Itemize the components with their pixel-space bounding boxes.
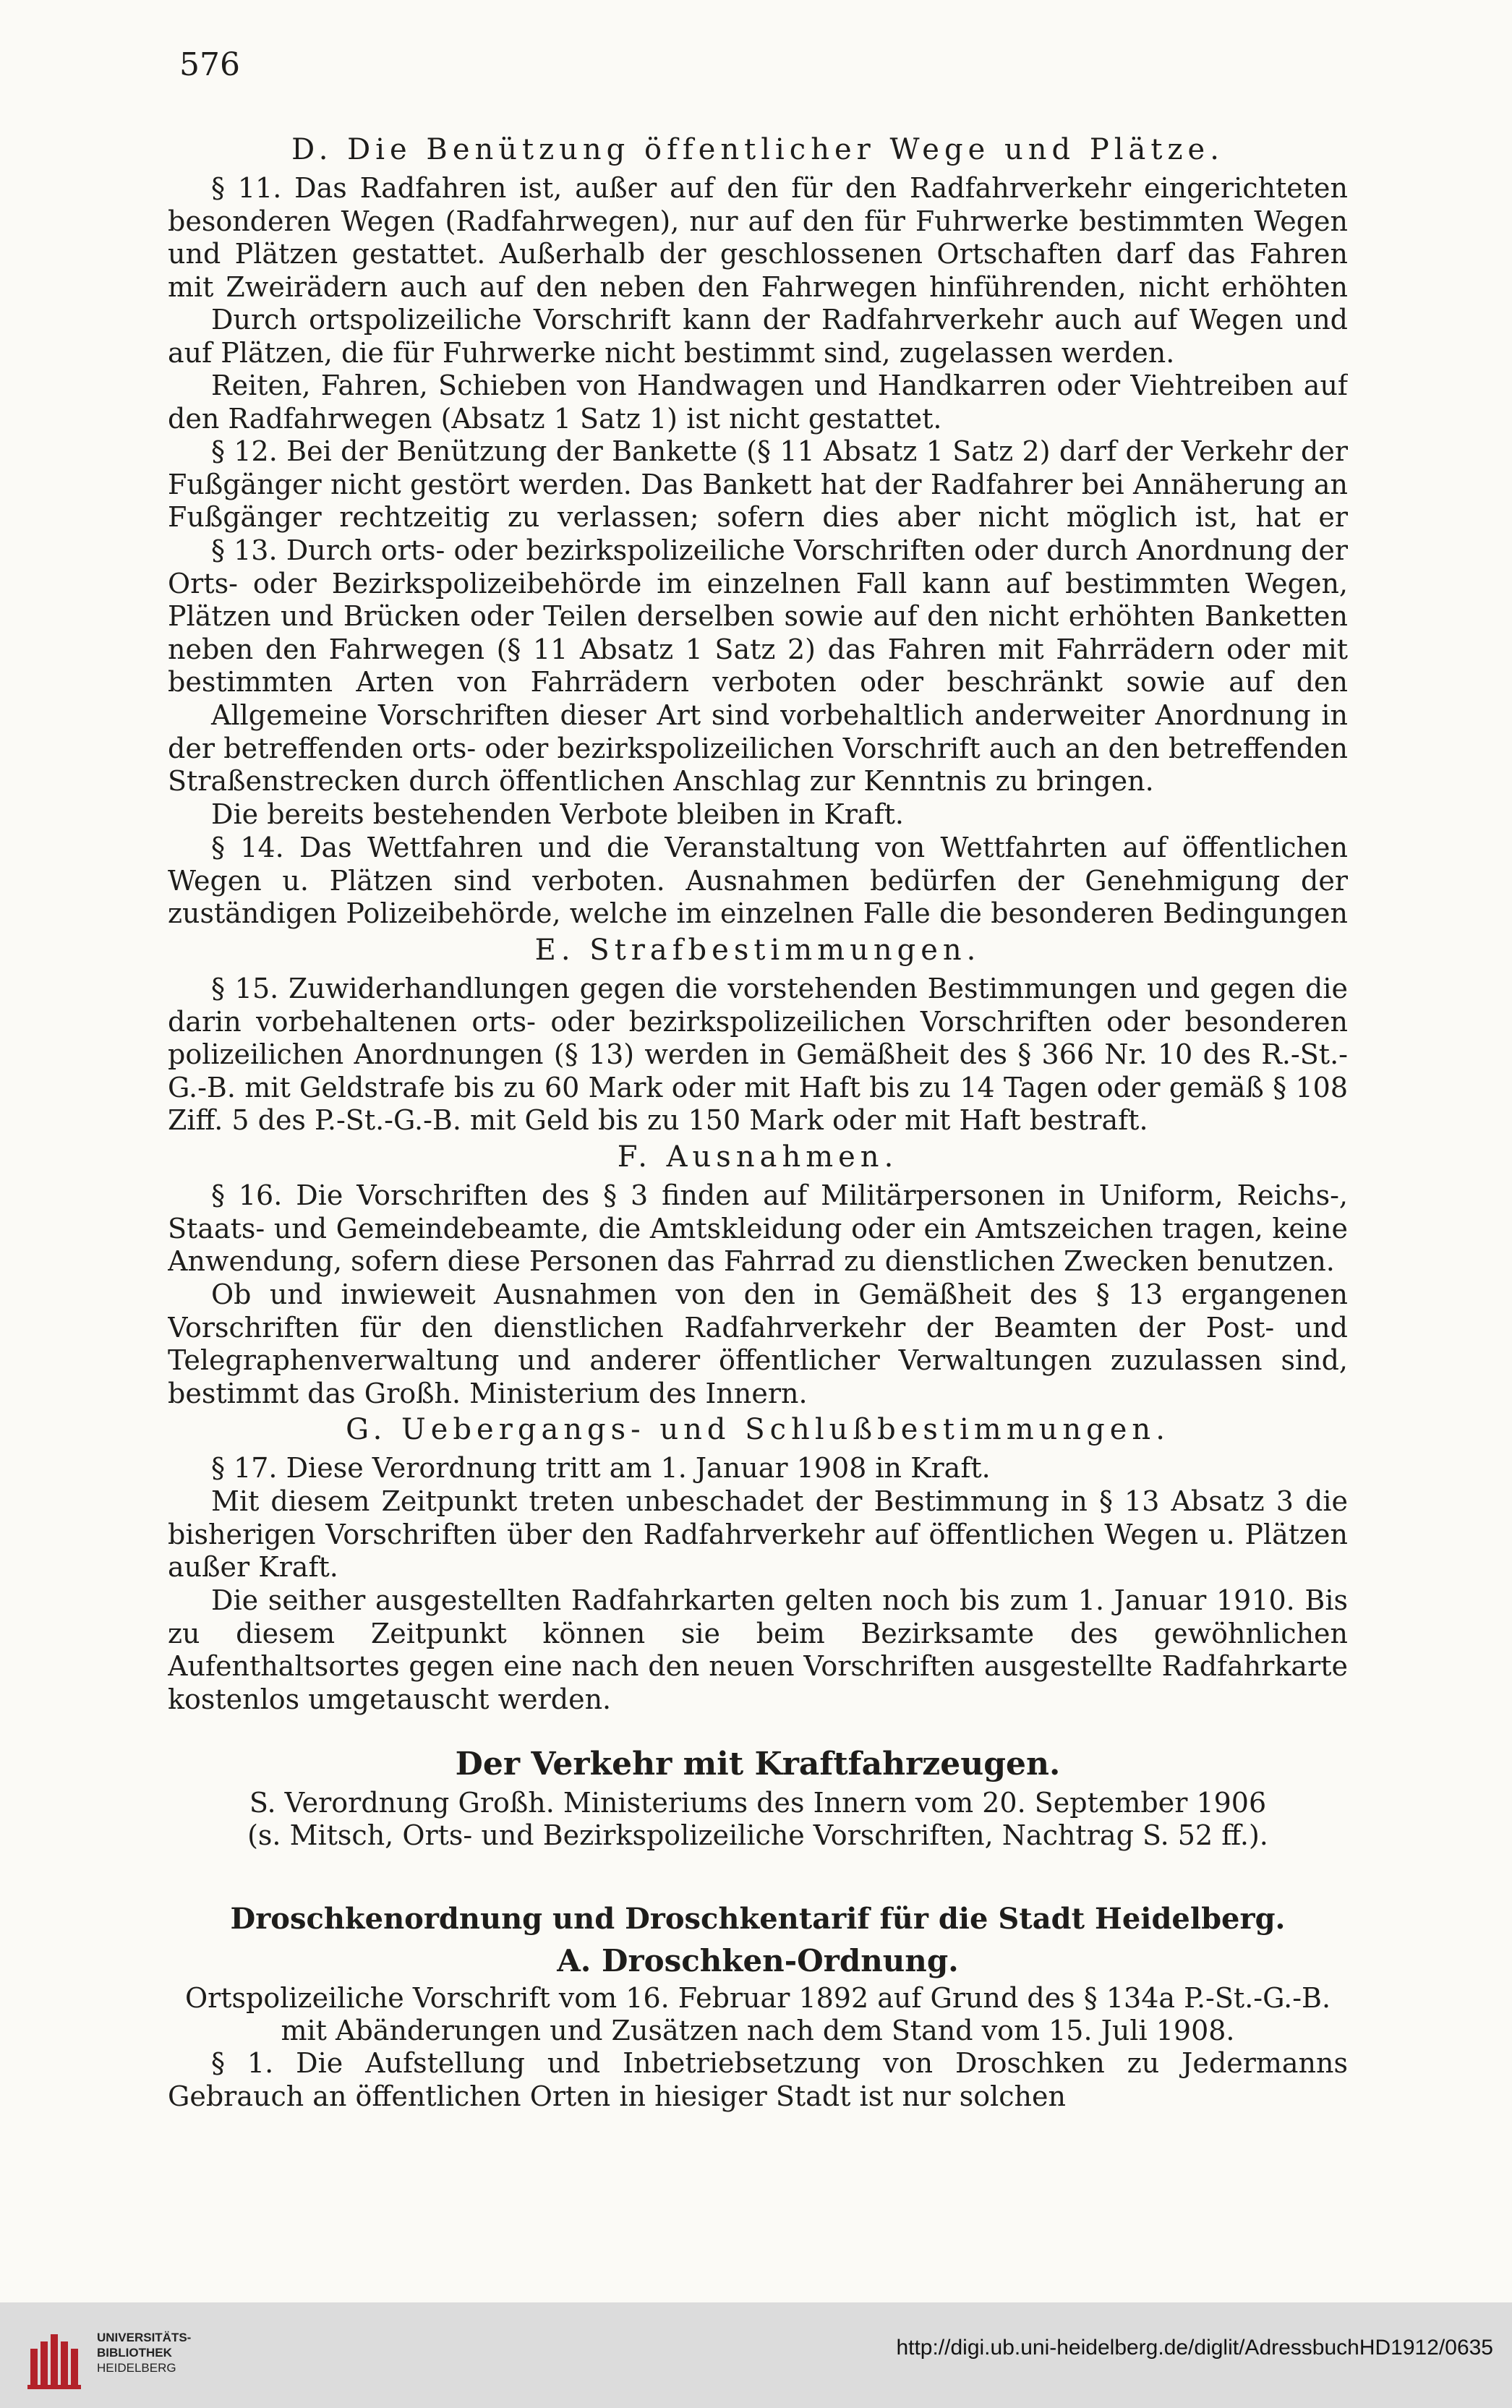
paragraph-17: § 17. Diese Verordnung tritt am 1. Januar 1908 in Kraft. — [211, 1452, 991, 1484]
droschken-title: Droschkenordnung und Droschkentarif für die Stadt Heidelberg. — [230, 1902, 1286, 1936]
kfz-line-2: (s. Mitsch, Orts- und Bezirkspolizeiliche Vorschriften, Nachtrag S. 52 ff.). — [247, 1819, 1268, 1851]
paragraph-16-2: Ob und inwieweit Ausnahmen von den in Gemäßheit des § 13 ergangenen Vorschriften für den dienstlichen Radfahrverkehr der Beamten der Post- und Telegraphenverwaltung und anderer öffentlicher Verwaltungen zuzulassen sind, bestimmt das Großh. Ministerium des Innern. — [168, 1278, 1348, 1409]
page-number: 576 — [179, 46, 240, 83]
paragraph-13-2: Allgemeine Vorschriften dieser Art sind vorbehaltlich anderweiter Anordnung in der betreffenden orts- oder bezirkspolizeilichen Vorschrift auch an den betreffenden Straßenstrecken durch öffentlichen Anschlag zur Kenntnis zu bringen. — [168, 699, 1348, 797]
paragraph-11-3: Reiten, Fahren, Schieben von Handwagen und Handkarren oder Viehtreiben auf den Radfahrwegen (Absatz 1 Satz 1) ist nicht gestattet. — [168, 370, 1348, 435]
paragraph-11: § 11. Das Radfahren ist, außer auf den für den Radfahrverkehr eingerichteten besonderen Wegen (Radfahrwegen), nur auf den für Fuhrwerke bestimmten Wegen und Plätzen gestattet. Außerhalb der geschlossenen Ortschaften darf das Fahren mit Zweirädern auch auf den neben den Fahrwegen hinführenden, nicht erhöhten — [168, 172, 1348, 303]
section-heading-g: G. Uebergangs- und Schlußbestimmungen. — [346, 1413, 1170, 1446]
section-heading-f: F. Ausnahmen. — [617, 1140, 899, 1174]
droschken-paragraph-1: § 1. Die Aufstellung und Inbetriebsetzung von Droschken zu Jedermanns Gebrauch an öffentlichen Orten in hiesiger Stadt ist nur solchen — [168, 2047, 1348, 2112]
section-d-body — [168, 172, 1348, 931]
paragraph-17-3: Die seither ausgestellten Radfahrkarten gelten noch bis zum 1. Januar 1910. Bis zu diesem Zeitpunkt können sie beim Bezirksamte des gewöhnlichen Aufenthaltsortes gegen eine nach den neuen Vorschriften ausgestellte Radfahrkarte kostenlos umgetauscht werden. — [168, 1584, 1348, 1715]
footer-bar — [0, 2302, 1512, 2408]
droschken-line-1: Ortspolizeiliche Vorschrift vom 16. Februar 1892 auf Grund des § 134a P.-St.-G.-B. — [184, 1982, 1331, 2014]
paragraph-14: § 14. Das Wettfahren und die Veranstaltung von Wettfahrten auf öffentlichen Wegen u. Plätzen sind verboten. Ausnahmen bedürfen der Genehmigung der zuständigen Polizeibehörde, welche im einzelnen Falle die besonderen Bedingungen — [168, 832, 1348, 929]
library-line-1: UNIVERSITÄTS- — [97, 2331, 192, 2344]
droschken-subtitle: A. Droschken-Ordnung. — [557, 1943, 959, 1978]
paragraph-17-2: Mit diesem Zeitpunkt treten unbeschadet der Bestimmung in § 13 Absatz 3 die bisherigen Vorschriften über den Radfahrverkehr auf öffentlichen Wegen u. Plätzen außer Kraft. — [168, 1485, 1348, 1583]
kfz-line-1: S. Verordnung Großh. Ministeriums des Innern vom 20. September 1906 — [249, 1787, 1267, 1819]
source-url[interactable]: http://digi.ub.uni-heidelberg.de/diglit/AdressbuchHD1912/0635 — [896, 2336, 1493, 2360]
library-logo — [25, 2320, 242, 2399]
paragraph-16: § 16. Die Vorschriften des § 3 finden auf Militärpersonen in Uniform, Reichs-, Staats- und Gemeindebeamte, die Amtskleidung oder ein Amtszeichen tragen, keine Anwendung, sofern diese Personen das Fahrrad zu dienstlichen Zwecken benutzen. — [168, 1179, 1348, 1277]
kfz-title: Der Verkehr mit Kraftfahrzeugen. — [455, 1746, 1061, 1782]
droschken-line-2: mit Abänderungen und Zusätzen nach dem Stand vom 15. Juli 1908. — [281, 2015, 1235, 2046]
section-heading-d: D. Die Benützung öffentlicher Wege und Plätze. — [291, 133, 1224, 166]
library-line-3: HEIDELBERG — [97, 2361, 176, 2375]
paragraph-15: § 15. Zuwiderhandlungen gegen die vorstehenden Bestimmungen und gegen die darin vorbehaltenen orts- oder bezirkspolizeilichen Vorschriften oder besonderen polizeilichen Anordnungen (§ 13) werden in Gemäßheit des § 366 Nr. 10 des R.-St.-G.-B. mit Geldstrafe bis zu 60 Mark oder mit Haft bis zu 14 Tagen oder gemäß § 108 Ziff. 5 des P.-St.-G.-B. mit Geld bis zu 150 Mark oder mit Haft bestraft. — [168, 973, 1348, 1136]
paragraph-12: § 12. Bei der Benützung der Bankette (§ 11 Absatz 1 Satz 2) darf der Verkehr der Fußgänger nicht gestört werden. Das Bankett hat der Radfahrer bei Annäherung an Fußgänger rechtzeitig zu verlassen; sofern dies aber nicht möglich ist, hat er — [168, 435, 1348, 533]
library-seal-icon — [25, 2320, 85, 2392]
paragraph-11-2: Durch ortspolizeiliche Vorschrift kann der Radfahrverkehr auch auf Wegen und auf Plätzen, die für Fuhrwerke nicht bestimmt sind, zugelassen werden. — [168, 304, 1348, 369]
section-heading-e: E. Strafbestimmungen. — [534, 934, 981, 967]
library-line-2: BIBLIOTHEK — [97, 2346, 172, 2360]
paragraph-13: § 13. Durch orts- oder bezirkspolizeiliche Vorschriften oder durch Anordnung der Orts- oder Bezirkspolizeibehörde im einzelnen Fall kann auf bestimmten Wegen, Plätzen und Brücken oder Teilen derselben sowie auf den nicht erhöhten Banketten neben den Fahrwegen (§ 11 Absatz 1 Satz 2) das Fahren mit Fahrrädern oder mit bestimmten Arten von Fahrrädern verboten oder beschränkt sowie auf den — [168, 534, 1348, 698]
paragraph-13-3: Die bereits bestehenden Verbote bleiben in Kraft. — [211, 798, 904, 830]
page-body — [168, 130, 1348, 2113]
